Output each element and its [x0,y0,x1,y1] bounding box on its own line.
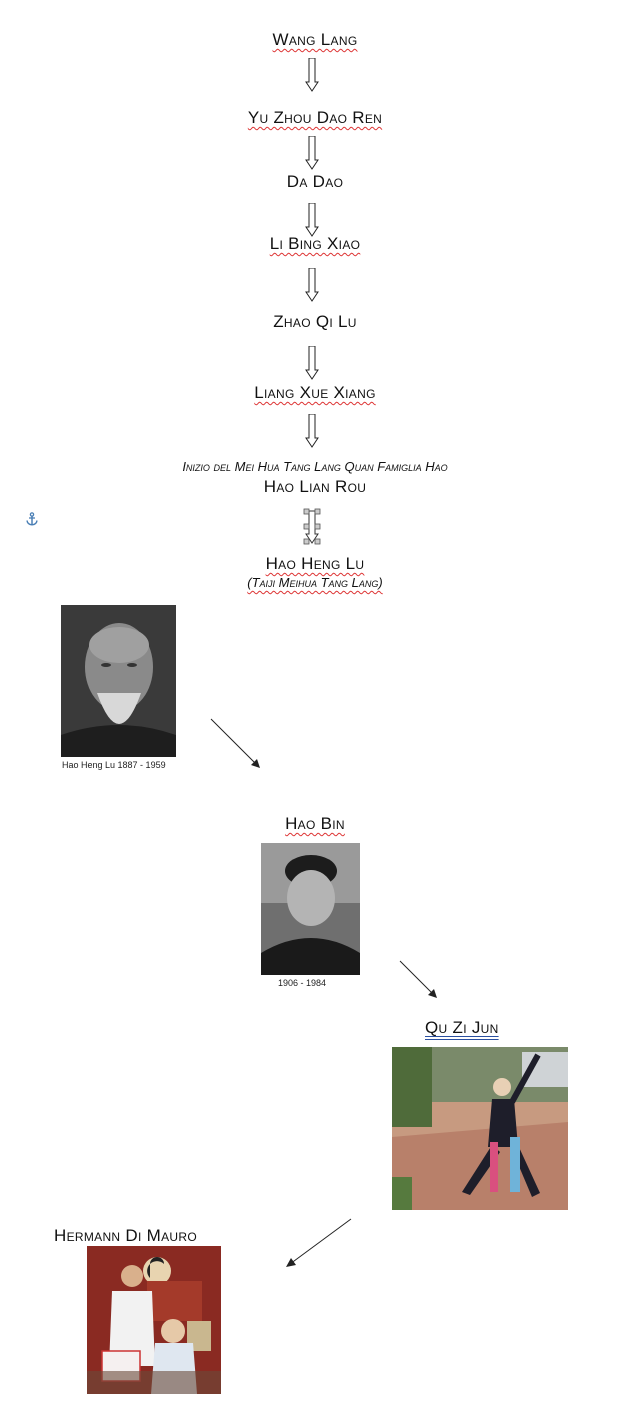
down-arrow-icon [305,414,319,448]
caption-text: 1906 - 1984 [278,978,327,988]
name-yu-zhou-dao-ren [0,108,630,128]
name-hermann-di-mauro [0,1226,630,1246]
name-qu-zi-jun [0,1018,630,1038]
name-li-bing-xiao [0,234,630,254]
down-arrow-icon [305,203,319,237]
diagonal-arrow-icon [208,716,264,772]
name-text: Hermann Di Mauro [54,1226,197,1245]
name-hao-bin [0,814,630,834]
name-zhao-qi-lu [0,312,630,332]
name-text: Hao Bin [285,814,345,833]
diagonal-arrow-icon [397,958,441,1002]
name-wang-lang [0,30,630,50]
name-hao-lian-rou [0,477,630,497]
caption-hao-heng-lu [62,760,166,770]
name-text: Hao Heng Lu [265,554,365,573]
name-text: Da Dao [286,172,344,191]
photo-qu-zi-jun [392,1047,568,1210]
photo-hao-heng-lu [61,605,176,757]
name-text: Zhao Qi Lu [273,312,357,331]
family-start-text: Inizio del Mei Hua Tang Lang Quan Famiglia Hao [182,459,448,474]
name-liang-xue-xiang [0,383,630,403]
style-caption [0,575,630,590]
name-text: Wang Lang [272,30,358,49]
name-text: Liang Xue Xiang [254,383,376,402]
photo-hao-bin [261,843,360,975]
down-arrow-icon [305,268,319,302]
name-da-dao [0,172,630,192]
name-text: Yu Zhou Dao Ren [247,108,383,127]
name-text: Qu Zi Jun [425,1018,499,1037]
down-arrow-icon [305,58,319,92]
selected-down-arrow-icon[interactable] [302,508,322,546]
name-text: Li Bing Xiao [269,234,361,253]
family-start-caption [0,459,630,474]
name-text: Hao Lian Rou [263,477,367,496]
photo-hermann-di-mauro [87,1246,221,1394]
name-hao-heng-lu [0,554,630,574]
anchor-icon [25,512,39,526]
caption-text: Hao Heng Lu 1887 - 1959 [62,760,166,770]
style-text: (Taiji Meihua Tang Lang) [247,575,383,590]
down-arrow-icon [305,346,319,380]
down-arrow-icon [305,136,319,170]
caption-hao-bin [278,978,326,988]
